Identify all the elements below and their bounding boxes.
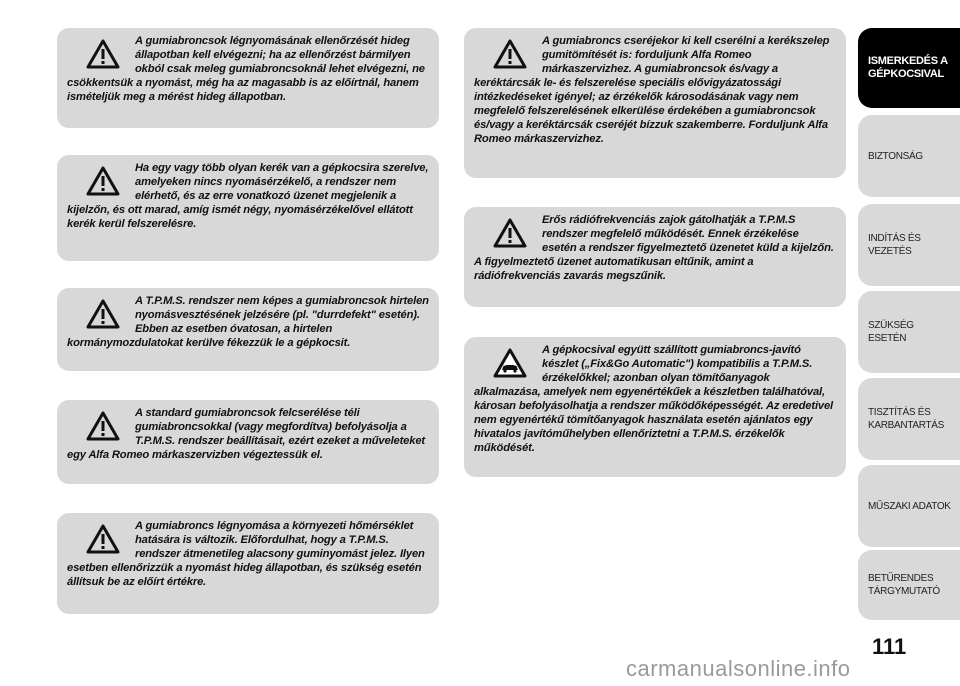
car-warning-icon (488, 345, 532, 381)
warning-text: A gumiabroncs cseréjekor ki kell cserélni a kerékszelep gumitömítését is: forduljunk Alfa Romeo márkaszervizhez. A gumiabroncsok és/vagy a keréktárcsák le- és felszerelése speciális elővigyázatossági intézkedéseket igényel; az érzékelők károsodásának vagy nem megfelelő felszerelésének elkerülése érdekében a gumiabroncsok és/vagy a keréktárcsák cseréjét bízzuk szakemberre. Forduljunk Alfa Romeo márkaszervizhez. (474, 35, 830, 145)
warning-triangle-icon (81, 36, 125, 72)
warning-box (57, 155, 439, 261)
warning-triangle-icon (488, 36, 532, 72)
warning-triangle-icon (81, 163, 125, 199)
warning-box (464, 207, 846, 307)
warning-box (57, 288, 439, 371)
tab-biztonsag[interactable]: BIZTONSÁG (858, 115, 960, 197)
warning-triangle-icon (81, 296, 125, 332)
warning-box (464, 28, 846, 178)
page-number: 111 (872, 634, 907, 659)
tab-muszaki-adatok[interactable]: MŰSZAKI ADATOK (858, 465, 960, 547)
warning-text: A gépkocsival együtt szállított gumiabroncs-javító készlet („Fix&Go Automatic") kompatibilis a T.P.M.S. érzékelőkkel; azonban olyan tömítőanyagok alkalmazása, amelyek nem egyenértékűek a készletben találhatóval, károsan befolyásolhatja a rendszer működőképességét. Az eredetivel nem egyenértékű tömítőanyagok használata esetén ajánlatos egy hivatalos javítóműhelyben ellenőriztetni a T.P.M.S. érzékelők működését. (474, 344, 834, 454)
warning-text: A standard gumiabroncsok felcserélése téli gumiabroncsokkal (vagy megfordítva) befolyásolja a T.P.M.S. rendszer beállításait, ezért ezeket a műveleteket egy Alfa Romeo márkaszervizben végeztessük el. (67, 407, 425, 461)
warning-text: A gumiabroncs légnyomása a környezeti hőmérséklet hatására is változik. Előfordulhat, hogy a T.P.M.S. rendszer átmenetileg alacsony guminyomást jelez. Ilyen esetben ellenőrizzük a nyomást hideg állapotban, és szükség esetén állítsuk be az előírt értékre. (67, 520, 425, 588)
warning-text: Ha egy vagy több olyan kerék van a gépkocsira szerelve, amelyeken nincs nyomásérzékelő, a rendszer nem elérhető, és az erre vonatkozó üzenet megjelenik a kijelzőn, és ott marad, amíg ismét négy, nyomásérzékelővel ellátott kerék kerül felszerelésre. (67, 162, 429, 230)
tab-tisztitas-es-karbantartas[interactable]: TISZTÍTÁS ÉS KARBANTARTÁS (858, 378, 960, 460)
warning-triangle-icon (81, 408, 125, 444)
warning-text: A T.P.M.S. rendszer nem képes a gumiabroncsok hirtelen nyomásvesztésének jelzésére (pl. "durrdefekt" esetén). Ebben az esetben óvatosan, a hirtelen kormánymozdulatokat kerülve fékezzük le a gépkocsit. (67, 295, 429, 349)
tab-betrendes-targymutato[interactable]: BETŰRENDES TÁRGYMUTATÓ (858, 550, 960, 620)
watermark: carmanualsonline.info (626, 656, 851, 681)
chapter-sidebar (858, 0, 960, 686)
tab-inditas-es-vezetes[interactable]: INDÍTÁS ÉS VEZETÉS (858, 204, 960, 286)
tab-ismerkedes[interactable]: ISMERKEDÉS A GÉPKOCSIVAL (858, 28, 960, 108)
tab-szukseg-eseten[interactable]: SZÜKSÉG ESETÉN (858, 291, 960, 373)
warning-box (464, 337, 846, 477)
warning-box (57, 400, 439, 484)
warning-text: A gumiabroncsok légnyomásának ellenőrzését hideg állapotban kell elvégezni; ha az ellenőrzést bármilyen okból csak meleg gumiabroncsoknál lehet elvégezni, ne csökkentsük a nyomást, még ha az magasabb is az előírtnál, hanem ismételjük meg a mérést hideg állapotban. (67, 35, 425, 103)
warning-triangle-icon (488, 215, 532, 251)
warning-box (57, 513, 439, 614)
warning-box (57, 28, 439, 128)
warning-triangle-icon (81, 521, 125, 557)
warning-text: Erős rádiófrekvenciás zajok gátolhatják a T.P.M.S rendszer megfelelő működését. Ennek érzékelése esetén a rendszer figyelmeztető üzenetet küld a kijelzőn. A figyelmeztető üzenet automatikusan eltűnik, amint a rádiófrekvenciás zavarás megszűnik. (474, 214, 834, 282)
